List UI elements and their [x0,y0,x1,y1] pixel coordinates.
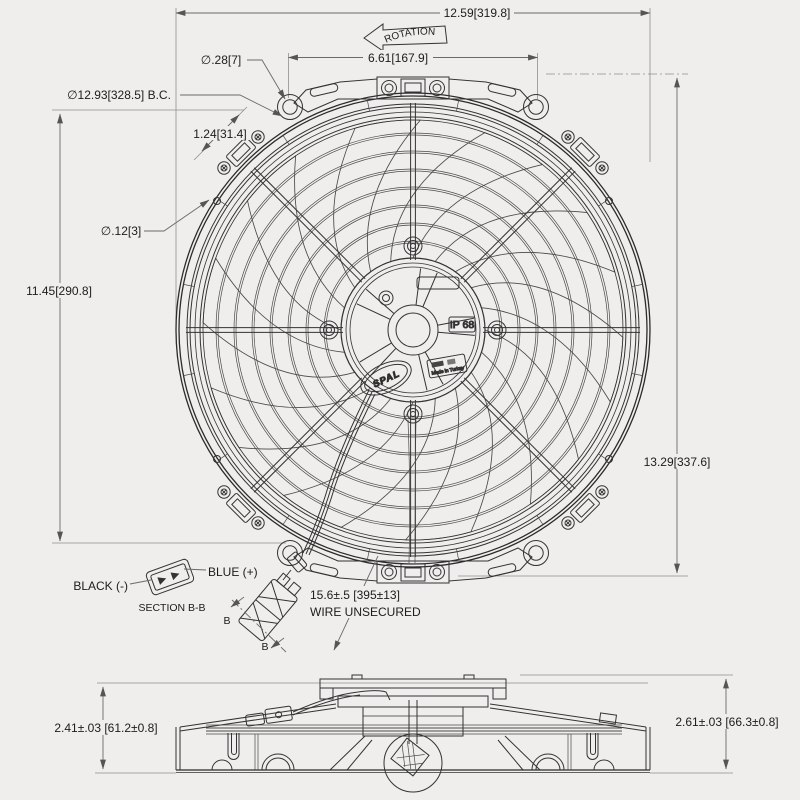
side-wire [293,691,390,716]
rotation-label: ROTATION [382,26,436,46]
fan-side-view [53,675,780,792]
fan-hub [320,237,506,423]
dim-depth-right: 2.61±.03 [66.3±0.8] [675,715,779,729]
ip-rating-text: IP 68 [449,319,475,331]
dim-overall-width: 12.59[319.8] [443,6,511,20]
dim-bolt-circle: ∅12.93[328.5] B.C. [67,88,171,102]
dim-wire-length: 15.6±.5 [395±13] [310,588,400,602]
dim-mount-width: 6.61[167.9] [367,51,429,65]
section-mark-b2: B [261,641,269,653]
dim-drain-hole: ∅.12[3] [100,224,142,238]
blue-wire-label: BLUE (+) [208,565,258,579]
hub-screw [379,291,393,305]
made-in-label [427,354,468,378]
made-in-text: Made in Turkey [431,366,465,377]
section-title: SECTION B-B [138,602,206,614]
rotation-indicator [364,24,447,51]
wire-connector [238,571,305,642]
brand-text: SPAL [371,368,402,391]
dim-depth-left: 2.41±.03 [61.2±0.8] [54,721,158,735]
motor-plate [338,696,488,707]
guard-edge-band [206,725,622,734]
guard-rings [216,133,610,527]
motor-block [363,707,463,736]
fan-blades [177,92,649,568]
dim-mount-height: 11.45[290.8] [26,284,92,298]
hub-blank-label [417,277,459,289]
wire-note: WIRE UNSECURED [310,605,421,619]
mount-slot-right [587,733,598,760]
dim-overall-height: 13.29[337.6] [643,455,711,469]
dim-mount-hole: ∅.28[7] [200,53,242,67]
black-wire-label: BLACK (-) [73,579,128,593]
mount-slot-left [228,733,239,760]
dim-slot-spacing: 1.24[31.4] [193,127,247,141]
top-bracket-bar [320,679,506,688]
section-mark-b1: B [223,615,231,627]
section-detail [73,558,257,614]
brand-logo [356,354,417,402]
shroud-rings [176,93,650,567]
ip-rating-badge [449,317,475,332]
